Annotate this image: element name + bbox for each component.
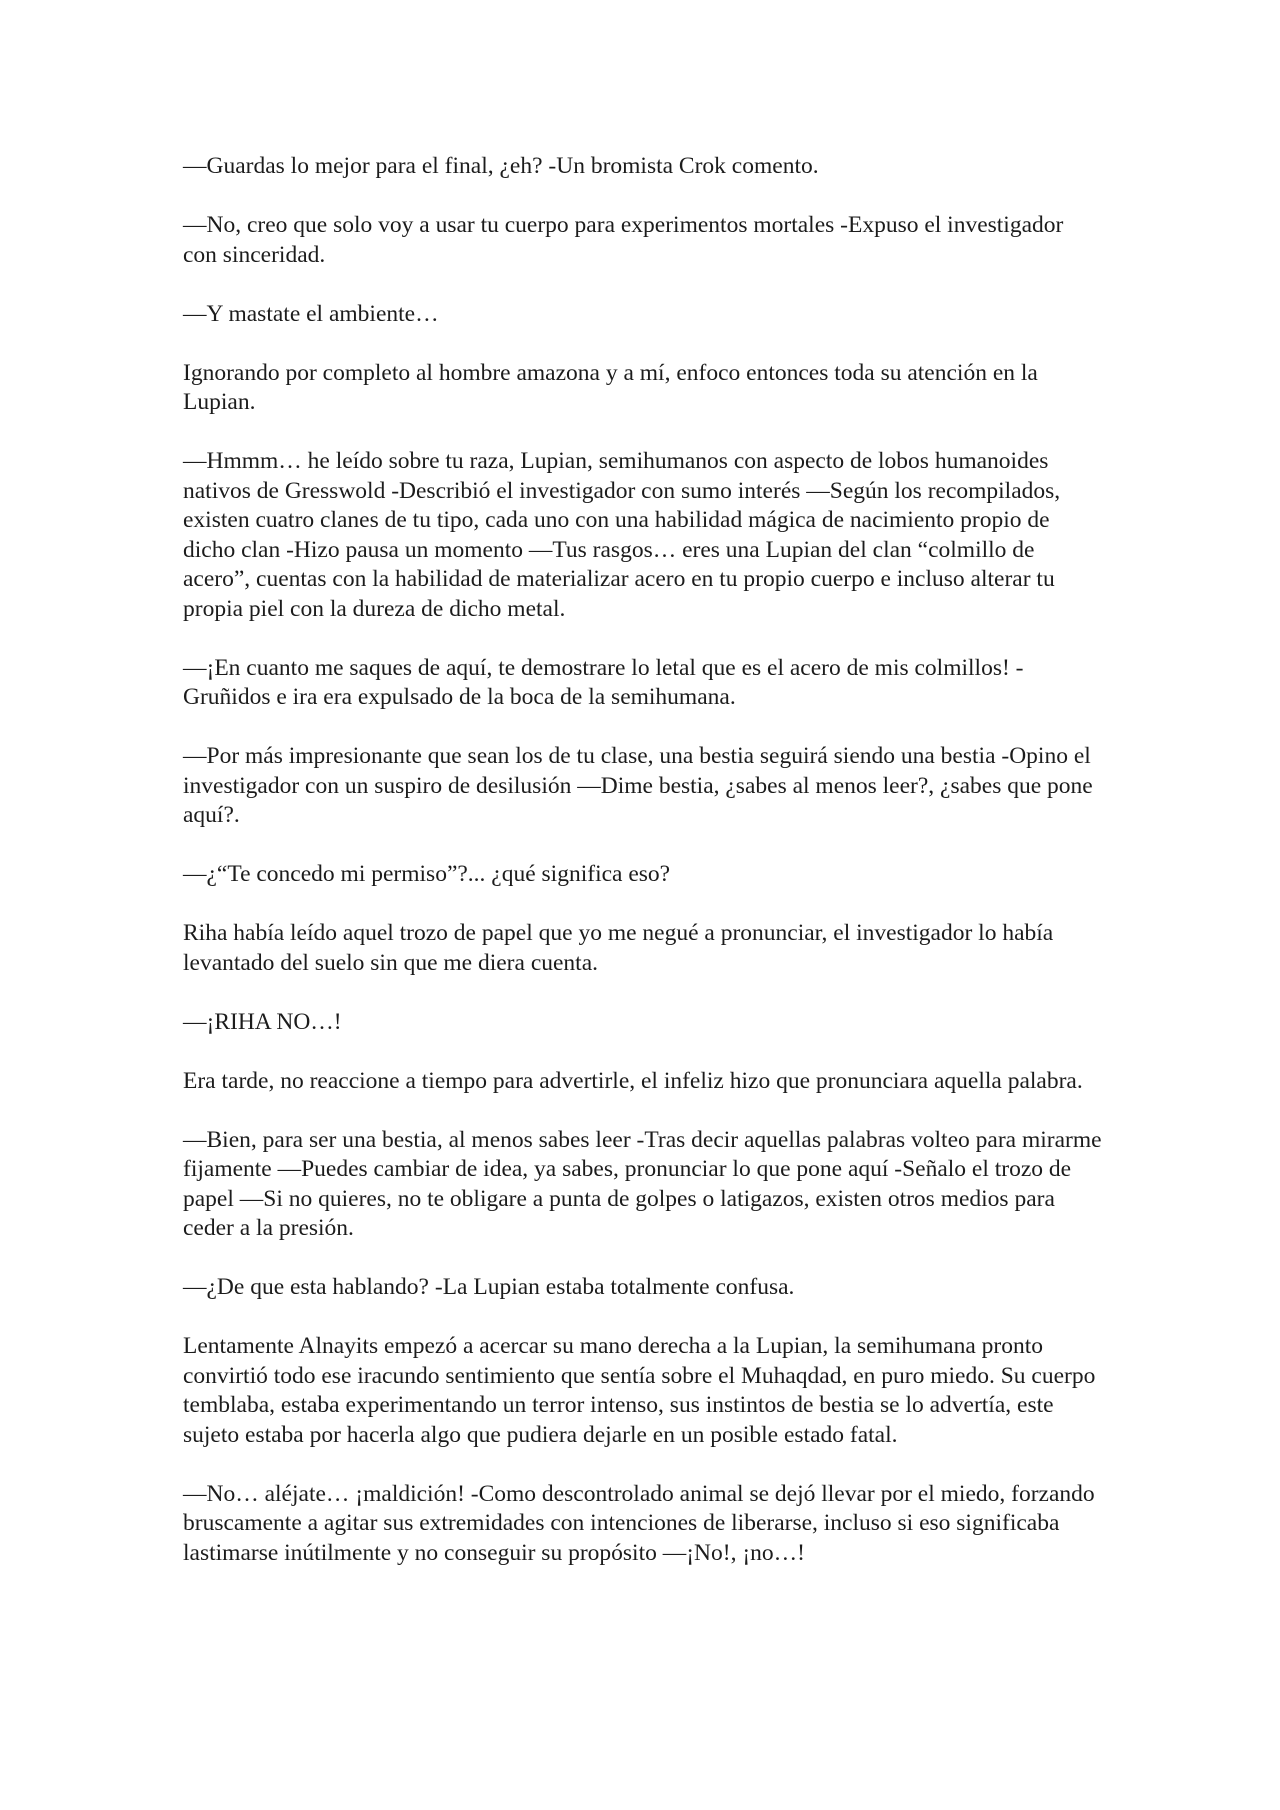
- paragraph: —No… aléjate… ¡maldición! -Como descontrolado animal se dejó llevar por el miedo, forzando bruscamente a agitar sus extremidades con intenciones de liberarse, incluso si eso significaba lastimarse inútilmente y no conseguir su propósito —¡No!, ¡no…!: [183, 1480, 1095, 1566]
- paragraph: Ignorando por completo al hombre amazona y a mí, enfoco entonces toda su atención en la Lupian.: [183, 359, 1038, 415]
- paragraph: —Hmmm… he leído sobre tu raza, Lupian, semihumanos con aspecto de lobos humanoides nativos de Gresswold -Describió el investigador con sumo interés —Según los recompilados, existen cuatro clanes de tu tipo, cada uno con una habilidad mágica de nacimiento propio de dicho clan -Hizo pausa un momento —Tus rasgos… eres una Lupian del clan “colmillo de acero”, cuentas con la habilidad de materializar acero en tu propio cuerpo e incluso alterar tu propia piel con la dureza de dicho metal.: [183, 448, 1061, 622]
- paragraph: Era tarde, no reaccione a tiempo para advertirle, el infeliz hizo que pronunciara aquella palabra.: [183, 1067, 1083, 1094]
- paragraph: —No, creo que solo voy a usar tu cuerpo para experimentos mortales -Expuso el investigador con sinceridad.: [183, 212, 1064, 268]
- paragraph: —Guardas lo mejor para el final, ¿eh? -Un bromista Crok comento.: [183, 153, 819, 179]
- paragraph: Riha había leído aquel trozo de papel que yo me negué a pronunciar, el investigador lo había levantado del suelo sin que me diera cuenta.: [183, 920, 1054, 976]
- paragraph: —Bien, para ser una bestia, al menos sabes leer -Tras decir aquellas palabras volteo para mirarme fijamente —Puedes cambiar de idea, ya sabes, pronunciar lo que pone aquí -Señalo el trozo de papel —Si no quieres, no te obligare a punta de golpes o latigazos, existen otros medios para ceder a la presión.: [183, 1126, 1102, 1241]
- paragraph: Lentamente Alnayits empezó a acercar su mano derecha a la Lupian, la semihumana pronto convirtió todo ese iracundo sentimiento que sentía sobre el Muhaqdad, en puro miedo. Su cuerpo temblaba, estaba experimentando un terror intenso, sus instintos de bestia se lo advertía, este sujeto estaba por hacerla algo que pudiera dejarle en un posible estado fatal.: [183, 1333, 1096, 1448]
- paragraph: —¿“Te concedo mi permiso”?... ¿qué significa eso?: [183, 861, 671, 887]
- paragraph: —¡En cuanto me saques de aquí, te demostrare lo letal que es el acero de mis colmillos! -Gruñidos e ira era expulsado de la boca de la semihumana.: [183, 654, 1024, 710]
- paragraph: —Por más impresionante que sean los de tu clase, una bestia seguirá siendo una bestia -Opino el investigador con un suspiro de desilusión —Dime bestia, ¿sabes al menos leer?, ¿sabes que pone aquí?.: [183, 743, 1093, 828]
- paragraph: —¿De que esta hablando? -La Lupian estaba totalmente confusa.: [183, 1274, 795, 1300]
- paragraph: —¡RIHA NO…!: [183, 1008, 342, 1035]
- paragraph: —Y mastate el ambiente…: [183, 300, 439, 327]
- document-body: [183, 152, 1103, 1598]
